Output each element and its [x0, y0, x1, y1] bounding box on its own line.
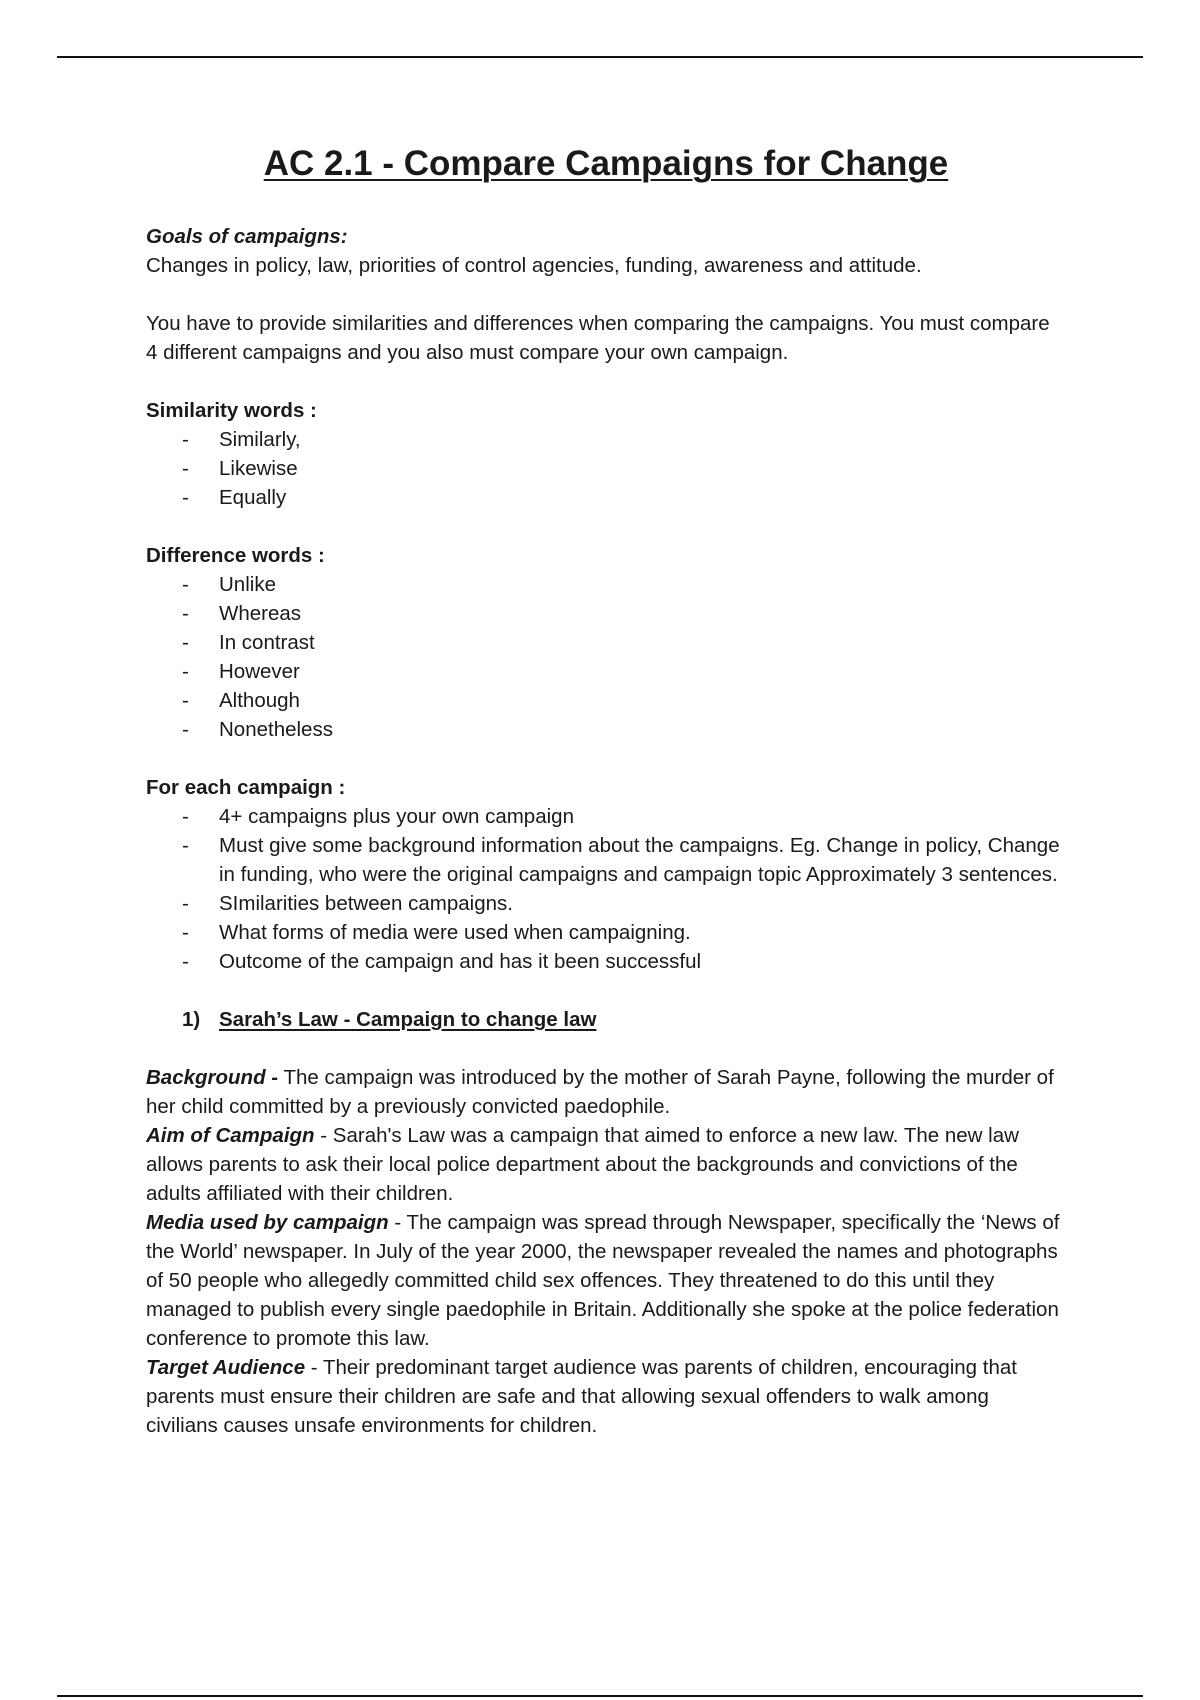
- list-item: - Equally: [182, 483, 1066, 512]
- audience-text: - Their predominant target audience was parents of children, encouraging that parents must ensure their children are safe and that allowing sexual offenders to walk among civilians causes unsafe environments for children.: [146, 1356, 1017, 1437]
- list-item: - In contrast: [182, 628, 1066, 657]
- list-item: - Likewise: [182, 454, 1066, 483]
- difference-heading: Difference words :: [146, 544, 325, 567]
- list-item: - Similarly,: [182, 425, 1066, 454]
- each-campaign-list: [146, 802, 1066, 976]
- media-text: - The campaign was spread through Newspaper, specifically the ‘News of the World’ newspaper. In July of the year 2000, the newspaper revealed the names and photographs of 50 people who allegedly committed child sex offences. They threatened to do this until they managed to publish every single paedophile in Britain. Additionally she spoke at the police federation conference to promote this law.: [146, 1211, 1060, 1350]
- section-number: 1): [182, 1008, 201, 1031]
- bottom-rule: [57, 1695, 1143, 1697]
- list-item: - 4+ campaigns plus your own campaign: [182, 802, 1066, 831]
- similarity-heading: Similarity words :: [146, 399, 317, 422]
- difference-list: [146, 570, 1066, 744]
- list-item: - However: [182, 657, 1066, 686]
- document-title: AC 2.1 - Compare Campaigns for Change: [263, 144, 949, 183]
- each-campaign-heading: For each campaign :: [146, 776, 346, 799]
- list-item: - SImilarities between campaigns.: [182, 889, 1066, 918]
- background-label: Background -: [146, 1066, 279, 1089]
- goals-heading: Goals of campaigns:: [146, 225, 348, 248]
- list-item: - What forms of media were used when campaigning.: [182, 918, 1066, 947]
- background-text: The campaign was introduced by the mother of Sarah Payne, following the murder of her child committed by a previously convicted paedophile.: [146, 1066, 1054, 1118]
- background-paragraph: [146, 1063, 1066, 1121]
- document-page: [146, 142, 1066, 1440]
- list-item: - Outcome of the campaign and has it been successful: [182, 947, 1066, 976]
- media-paragraph: [146, 1208, 1066, 1353]
- list-item: - Although: [182, 686, 1066, 715]
- media-label: Media used by campaign: [146, 1211, 389, 1234]
- section-1-heading: [146, 1005, 1066, 1034]
- list-item: - Must give some background information about the campaigns. Eg. Change in policy, Change in funding, who were the original campaigns and campaign topic Approximately 3 sentences.: [182, 831, 1066, 889]
- section-title: Sarah’s Law - Campaign to change law: [219, 1008, 597, 1031]
- aim-label: Aim of Campaign: [146, 1124, 315, 1147]
- list-item: - Nonetheless: [182, 715, 1066, 744]
- top-rule: [57, 56, 1143, 58]
- similarity-list: [146, 425, 1066, 512]
- audience-paragraph: [146, 1353, 1066, 1440]
- audience-label: Target Audience: [146, 1356, 306, 1379]
- list-item: - Unlike: [182, 570, 1066, 599]
- aim-paragraph: [146, 1121, 1066, 1208]
- list-item: - Whereas: [182, 599, 1066, 628]
- goals-text: Changes in policy, law, priorities of control agencies, funding, awareness and attitude.: [146, 254, 922, 277]
- intro-paragraph: You have to provide similarities and differences when comparing the campaigns. You must compare 4 different campaigns and you also must compare your own campaign.: [146, 312, 1050, 364]
- aim-text: - Sarah's Law was a campaign that aimed to enforce a new law. The new law allows parents to ask their local police department about the backgrounds and convictions of the adults affiliated with their children.: [146, 1124, 1019, 1205]
